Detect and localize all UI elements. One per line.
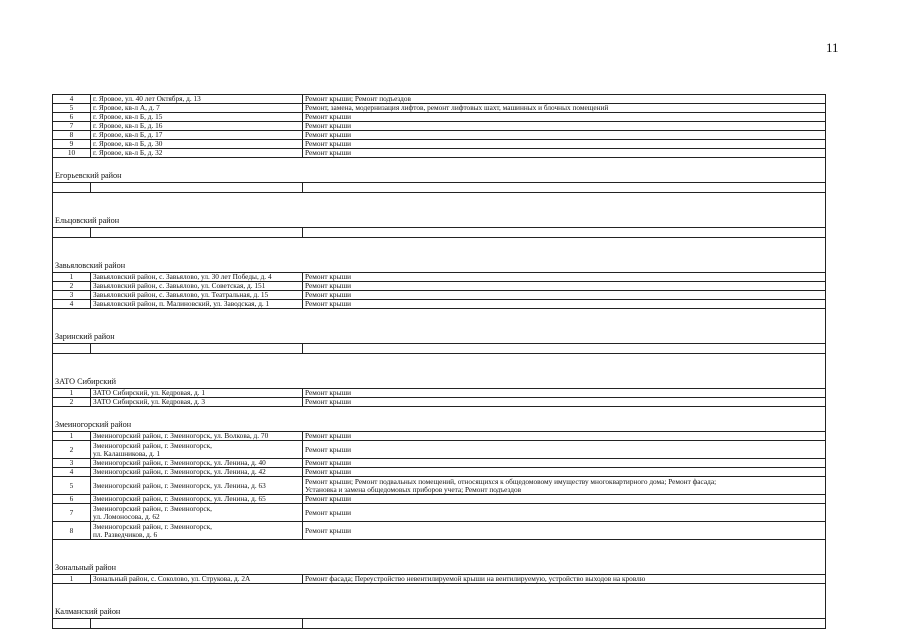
row-number: 4 xyxy=(53,300,91,309)
district-heading-row xyxy=(53,203,826,228)
row-address: ЗАТО Сибирский, ул. Кедровая, д. 1 xyxy=(91,389,303,398)
row-number: 8 xyxy=(53,522,91,540)
empty-cell xyxy=(53,344,91,354)
row-work: Ремонт крыши xyxy=(303,122,826,131)
row-number: 3 xyxy=(53,459,91,468)
district-heading-row xyxy=(53,550,826,575)
table-row xyxy=(53,495,826,504)
row-address: г. Яровое, кв-л Б, д. 30 xyxy=(91,140,303,149)
empty-cell xyxy=(91,619,303,629)
row-work: Ремонт крыши xyxy=(303,149,826,158)
row-address: ЗАТО Сибирский, ул. Кедровая, д. 3 xyxy=(91,398,303,407)
row-address: г. Яровое, кв-л Б, д. 15 xyxy=(91,113,303,122)
table-row xyxy=(53,282,826,291)
district-heading-row xyxy=(53,364,826,389)
empty-cell xyxy=(91,228,303,238)
row-address: Зональный район, с. Соколово, ул. Струкова, д. 2А xyxy=(91,575,303,584)
spacer-cell xyxy=(53,238,826,249)
district-heading: Змеиногорский район xyxy=(53,407,826,432)
row-work: Ремонт крыши xyxy=(303,282,826,291)
district-heading: Калманский район xyxy=(53,594,826,619)
table-row xyxy=(53,300,826,309)
spacer-cell xyxy=(53,193,826,204)
row-address-line: Змеиногорский район, г. Змеиногорск, xyxy=(93,503,212,513)
row-address: г. Яровое, кв-л А, д. 7 xyxy=(91,104,303,113)
district-heading: Завьяловский район xyxy=(53,248,826,273)
empty-cell xyxy=(91,183,303,193)
row-address: Змеиногорский район, г. Змеиногорск, ул. Волкова, д. 70 xyxy=(91,432,303,441)
district-heading-row xyxy=(53,158,826,183)
row-work-line: Ремонт крыши; Ремонт подвальных помещений, относящихся к общедомовому имуществу многоквартирного дома; Ремонт фасада; xyxy=(305,476,717,486)
row-number: 5 xyxy=(53,477,91,495)
row-work: Ремонт крыши xyxy=(303,468,826,477)
district-heading: Зональный район xyxy=(53,550,826,575)
row-number: 7 xyxy=(53,504,91,522)
row-work: Ремонт крыши xyxy=(303,131,826,140)
row-address: Змеиногорский район, г. Змеиногорск, ул. Ленина, д. 42 xyxy=(91,468,303,477)
row-number: 1 xyxy=(53,389,91,398)
row-work: Ремонт крыши xyxy=(303,495,826,504)
row-address: г. Яровое, ул. 40 лет Октября, д. 13 xyxy=(91,95,303,104)
empty-cell xyxy=(53,619,91,629)
row-address-line: Змеиногорский район, г. Змеиногорск, xyxy=(93,521,212,531)
table-row xyxy=(53,291,826,300)
district-heading-row xyxy=(53,407,826,432)
row-work: Ремонт крыши xyxy=(303,432,826,441)
table-row xyxy=(53,113,826,122)
repair-register-table xyxy=(52,94,826,629)
empty-cell xyxy=(303,228,826,238)
district-heading: ЗАТО Сибирский xyxy=(53,364,826,389)
table-row xyxy=(53,104,826,113)
empty-cell xyxy=(53,183,91,193)
spacer-row xyxy=(53,309,826,320)
table-row xyxy=(53,95,826,104)
row-number: 2 xyxy=(53,282,91,291)
table-row xyxy=(53,149,826,158)
spacer-row xyxy=(53,584,826,595)
table-row xyxy=(53,131,826,140)
table-row xyxy=(53,273,826,282)
page-number: 11 xyxy=(826,40,839,55)
row-address: Змеиногорский район, г. Змеиногорск, ул. Ленина, д. 63 xyxy=(91,477,303,495)
empty-cell xyxy=(303,183,826,193)
spacer-cell xyxy=(53,309,826,320)
row-work: Ремонт крыши; Ремонт подъездов xyxy=(303,95,826,104)
row-number: 10 xyxy=(53,149,91,158)
row-work: Ремонт крыши xyxy=(303,441,826,459)
row-number: 7 xyxy=(53,122,91,131)
table-row xyxy=(53,122,826,131)
empty-cell xyxy=(303,344,826,354)
row-number: 1 xyxy=(53,432,91,441)
row-work: Ремонт крыши xyxy=(303,300,826,309)
row-address-line: пл. Разведчиков, д. 6 xyxy=(93,529,158,539)
row-address: Завьяловский район, с. Завьялово, ул. Театральная, д. 15 xyxy=(91,291,303,300)
row-work: Ремонт крыши xyxy=(303,140,826,149)
row-address: г. Яровое, кв-л Б, д. 32 xyxy=(91,149,303,158)
empty-cell xyxy=(91,344,303,354)
spacer-cell xyxy=(53,584,826,595)
row-address: г. Яровое, кв-л Б, д. 17 xyxy=(91,131,303,140)
empty-row xyxy=(53,619,826,629)
row-address: г. Яровое, кв-л Б, д. 16 xyxy=(91,122,303,131)
table-row xyxy=(53,140,826,149)
row-work: Ремонт крыши xyxy=(303,522,826,540)
row-work: Ремонт, замена, модернизация лифтов, ремонт лифтовых шахт, машинных и блочных помещений xyxy=(303,104,826,113)
row-address-line: ул. Ломоносова, д. 62 xyxy=(93,511,160,521)
row-work: Ремонт крыши xyxy=(303,459,826,468)
row-number: 6 xyxy=(53,495,91,504)
district-heading-row xyxy=(53,248,826,273)
row-address: Завьяловский район, с. Завьялово, ул. 30 лет Победы, д. 4 xyxy=(91,273,303,282)
row-work: Ремонт крыши xyxy=(303,291,826,300)
table-row xyxy=(53,504,826,522)
table-row xyxy=(53,432,826,441)
row-work: Ремонт крыши xyxy=(303,273,826,282)
spacer-cell xyxy=(53,354,826,365)
district-heading: Ельцовский район xyxy=(53,203,826,228)
row-number: 1 xyxy=(53,273,91,282)
row-work: Ремонт фасада; Переустройство невентилируемой крыши на вентилируемую, устройство выходов на кровлю xyxy=(303,575,826,584)
row-number: 9 xyxy=(53,140,91,149)
row-number: 1 xyxy=(53,575,91,584)
row-number: 5 xyxy=(53,104,91,113)
table-row xyxy=(53,441,826,459)
row-address: Завьяловский район, с. Завьялово, ул. Советская, д. 151 xyxy=(91,282,303,291)
row-work: Ремонт крыши xyxy=(303,113,826,122)
empty-cell xyxy=(53,228,91,238)
spacer-row xyxy=(53,238,826,249)
row-number: 2 xyxy=(53,441,91,459)
district-heading: Егорьевский район xyxy=(53,158,826,183)
row-work: Ремонт крыши xyxy=(303,398,826,407)
row-work-line: Установка и замена общедомовых приборов учета; Ремонт подъездов xyxy=(305,484,522,494)
row-address: Завьяловский район, п. Малиновский, ул. Заводская, д. 1 xyxy=(91,300,303,309)
spacer-cell xyxy=(53,540,826,551)
table-row xyxy=(53,468,826,477)
row-number: 6 xyxy=(53,113,91,122)
row-address: Змеиногорский район, г. Змеиногорск, ул. Ленина, д. 65 xyxy=(91,495,303,504)
table-row xyxy=(53,459,826,468)
table-row xyxy=(53,398,826,407)
row-work xyxy=(303,477,826,495)
row-number: 3 xyxy=(53,291,91,300)
spacer-row xyxy=(53,540,826,551)
table-row xyxy=(53,522,826,540)
district-heading-row xyxy=(53,594,826,619)
row-address-line: ул. Калашникова, д. 1 xyxy=(93,448,161,458)
row-address: Змеиногорский район, г. Змеиногорск, ул. Ленина, д. 40 xyxy=(91,459,303,468)
row-work: Ремонт крыши xyxy=(303,504,826,522)
empty-row xyxy=(53,344,826,354)
table-row xyxy=(53,477,826,495)
spacer-row xyxy=(53,354,826,365)
row-work: Ремонт крыши xyxy=(303,389,826,398)
table-row xyxy=(53,575,826,584)
empty-cell xyxy=(303,619,826,629)
empty-row xyxy=(53,183,826,193)
district-heading-row xyxy=(53,319,826,344)
spacer-row xyxy=(53,193,826,204)
row-number: 4 xyxy=(53,95,91,104)
row-number: 4 xyxy=(53,468,91,477)
district-heading: Заринский район xyxy=(53,319,826,344)
row-address xyxy=(91,441,303,459)
row-number: 8 xyxy=(53,131,91,140)
row-address xyxy=(91,522,303,540)
row-address xyxy=(91,504,303,522)
row-address-line: Змеиногорский район, г. Змеиногорск, xyxy=(93,440,212,450)
table-row xyxy=(53,389,826,398)
row-number: 2 xyxy=(53,398,91,407)
empty-row xyxy=(53,228,826,238)
